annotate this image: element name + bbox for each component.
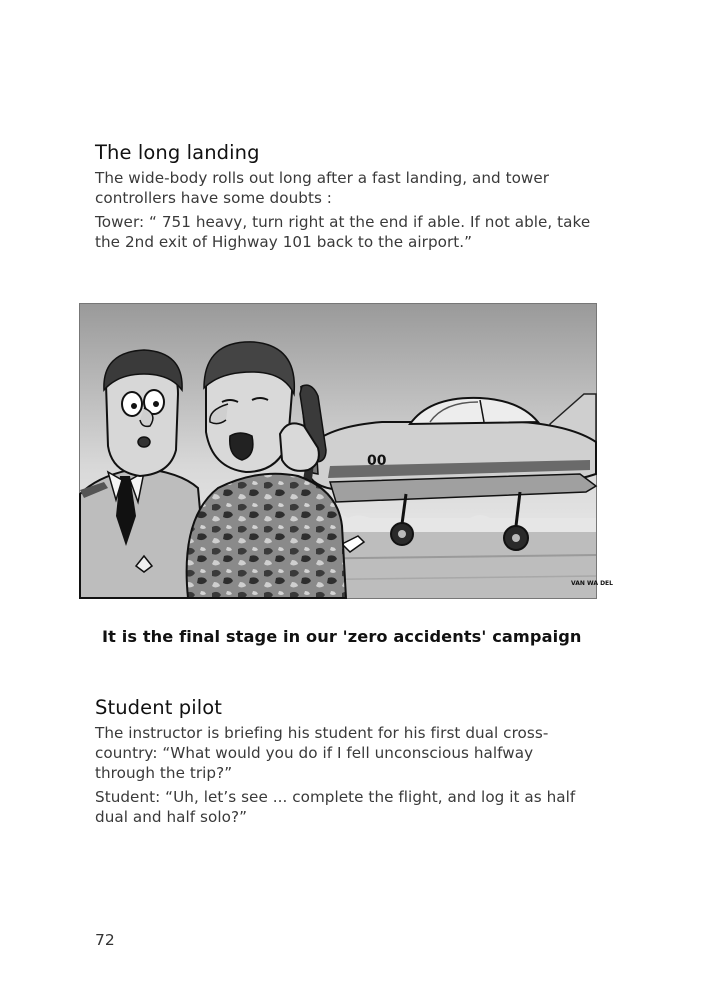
- artist-signature: [571, 580, 613, 587]
- cartoon-caption: It is the final stage in our 'zero accidents' campaign: [102, 627, 582, 646]
- joke-student-pilot: [95, 696, 595, 831]
- section-heading: The long landing: [95, 141, 260, 164]
- body-paragraph: The wide-body rolls out long after a fast landing, and tower controllers have some doubts :: [95, 169, 550, 207]
- joke-long-landing: [95, 141, 595, 256]
- body-paragraph: The instructor is briefing his student for his first dual cross-country: “What would you do if I fell unconscious halfway through the trip?”: [95, 724, 549, 782]
- aircraft-marking: 00: [367, 453, 387, 469]
- body-paragraph: Tower: “ 751 heavy, turn right at the end if able. If not able, take the 2nd exit of Highway 101 back to the airport.”: [95, 213, 591, 251]
- page-number: 72: [95, 931, 115, 949]
- body-paragraph: Student: “Uh, let’s see ... complete the flight, and log it as half dual and half solo?”: [95, 788, 576, 826]
- section-heading: Student pilot: [95, 696, 223, 719]
- signature-text: VAN WA DEL: [571, 580, 613, 587]
- cartoon-illustration: [79, 303, 613, 599]
